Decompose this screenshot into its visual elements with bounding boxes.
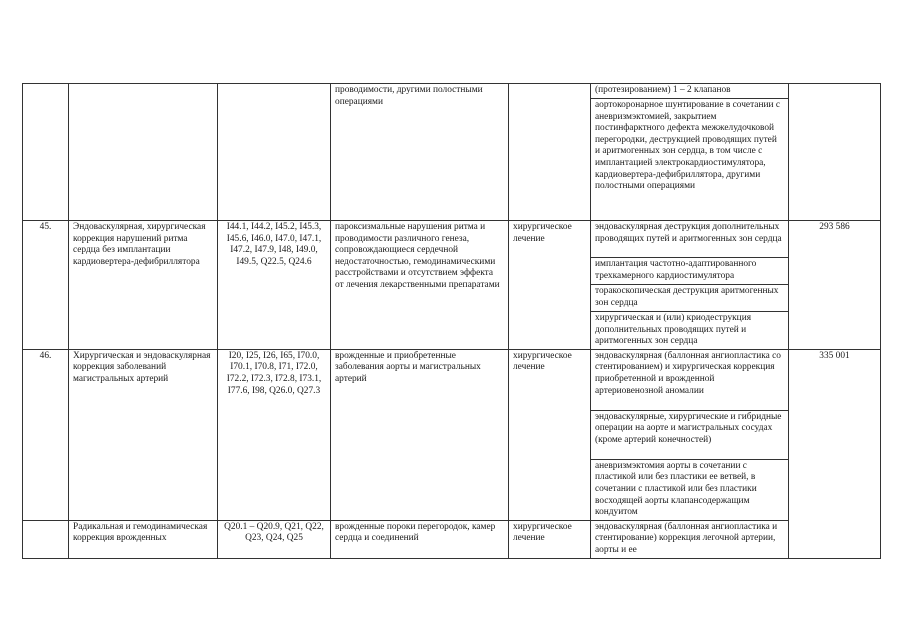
tariff-table bbox=[22, 83, 881, 559]
row-disease-cell: врожденные пороки перегородок, камер сердца и соединений bbox=[331, 520, 509, 558]
table-row bbox=[23, 520, 881, 558]
row-name-cell: Радикальная и гемодинамическая коррекция врожденных bbox=[69, 520, 218, 558]
row-number-cell: 46. bbox=[23, 349, 69, 520]
row-codes-cell bbox=[218, 84, 331, 221]
method-cell: торакоскопическая деструкция аритмогенных зон сердца bbox=[591, 285, 789, 312]
method-cell: имплантация частотно-адаптированного трехкамерного кардиостимулятора bbox=[591, 258, 789, 285]
row-price-cell: 335 001 bbox=[789, 349, 881, 558]
method-cell: аортокоронарное шунтирование в сочетании с аневризмэктомией, закрытием постинфарктного дефекта межжелудочковой перегородки, деструкцией проводящих путей и аритмогенных зон сердца, в том числе с имплантацией электрокардиостимулятора, кардиовертера-дефибриллятора, другими полостными операциями bbox=[591, 99, 789, 221]
method-cell: эндоваскулярная (баллонная ангиопластика со стентированием) и хирургическая коррекция приобретенной и врожденной артериовенозной аномалии bbox=[591, 349, 789, 410]
row-disease-cell: проводимости, другими полостными операциями bbox=[331, 84, 509, 221]
method-cell: эндоваскулярные, хирургические и гибридные операции на аорте и магистральных сосудах (кроме артерий конечностей) bbox=[591, 410, 789, 459]
row-codes-cell: I44.1, I44.2, I45.2, I45.3, I45.6, I46.0, I47.0, I47.1, I47.2, I47.9, I48, I49.0, I49.5, Q22.5, Q24.6 bbox=[218, 221, 331, 350]
method-cell: эндоваскулярная деструкция дополнительных проводящих путей и аритмогенных зон сердца bbox=[591, 221, 789, 258]
method-cell: хирургическая и (или) криодеструкция дополнительных проводящих путей и аритмогенных зон сердца bbox=[591, 312, 789, 350]
row-treatment-cell: хирургическое лечение bbox=[509, 221, 591, 350]
row-number-cell bbox=[23, 520, 69, 558]
row-price-cell bbox=[789, 84, 881, 221]
row-codes-cell: I20, I25, I26, I65, I70.0, I70.1, I70.8, I71, I72.0, I72.2, I72.3, I72.8, I73.1, I77.6, I98, Q26.0, Q27.3 bbox=[218, 349, 331, 520]
row-name-cell: Эндоваскулярная, хирургическая коррекция нарушений ритма сердца без имплантации кардиовертера-дефибриллятора bbox=[69, 221, 218, 350]
row-name-cell: Хирургическая и эндоваскулярная коррекция заболеваний магистральных артерий bbox=[69, 349, 218, 520]
method-cell: (протезированием) 1 – 2 клапанов bbox=[591, 84, 789, 99]
row-price-cell: 293 586 bbox=[789, 221, 881, 350]
row-disease-cell: пароксизмальные нарушения ритма и проводимости различного генеза, сопровождающиеся сердечной недостаточностью, гемодинамическими расстройствами и отсутствием эффекта от лечения лекарственными препаратами bbox=[331, 221, 509, 350]
row-treatment-cell: хирургическое лечение bbox=[509, 520, 591, 558]
table-row bbox=[23, 349, 881, 410]
method-cell: аневризмэктомия аорты в сочетании с пластикой или без пластики ее ветвей, в сочетании с пластикой или без пластики восходящей аорты клапансодержащим кондуитом bbox=[591, 459, 789, 520]
row-number-cell: 45. bbox=[23, 221, 69, 350]
method-cell: эндоваскулярная (баллонная ангиопластика и стентирование) коррекция легочной артерии, аорты и ее bbox=[591, 520, 789, 558]
table-row bbox=[23, 221, 881, 258]
row-name-cell bbox=[69, 84, 218, 221]
row-disease-cell: врожденные и приобретенные заболевания аорты и магистральных артерий bbox=[331, 349, 509, 520]
table-row bbox=[23, 84, 881, 99]
row-treatment-cell bbox=[509, 84, 591, 221]
row-number-cell bbox=[23, 84, 69, 221]
row-codes-cell: Q20.1 – Q20.9, Q21, Q22, Q23, Q24, Q25 bbox=[218, 520, 331, 558]
row-treatment-cell: хирургическое лечение bbox=[509, 349, 591, 520]
